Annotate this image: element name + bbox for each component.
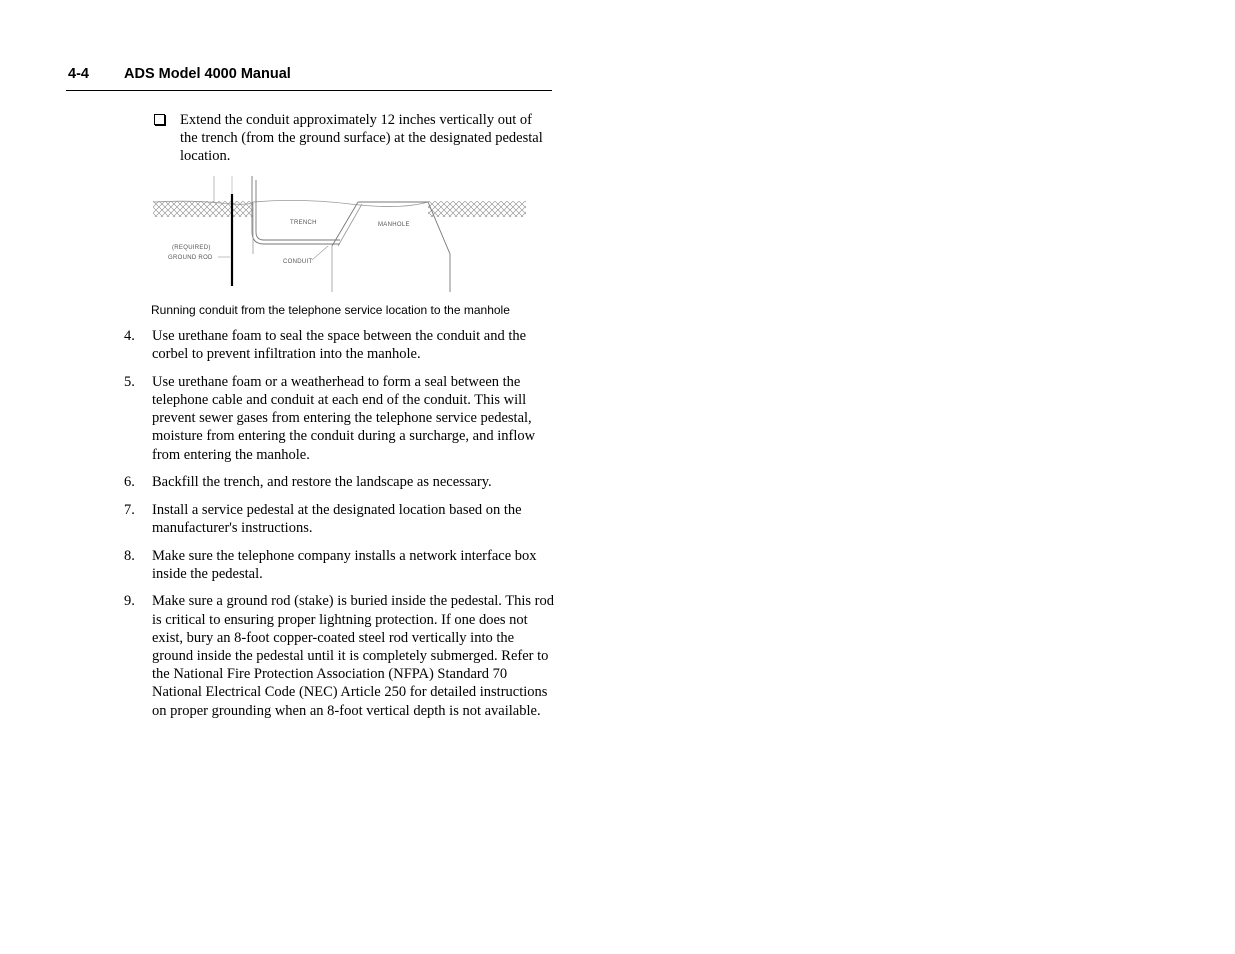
conduit-leader — [312, 246, 328, 260]
step-number: 9. — [124, 593, 135, 610]
step-text: Use urethane foam to seal the space between the conduit and the corbel to prevent infiltration into the manhole. — [152, 328, 527, 363]
conduit-pipe — [252, 176, 340, 244]
ground-rod-label: GROUND ROD — [168, 255, 213, 261]
checkbox-icon — [154, 114, 165, 125]
step-item — [124, 547, 554, 583]
figure-caption: Running conduit from the telephone service location to the manhole — [151, 303, 510, 317]
ground-hatch-left — [153, 201, 253, 217]
conduit-diagram — [150, 174, 530, 301]
step-item — [124, 592, 554, 719]
procedure-steps — [124, 327, 554, 729]
step-item — [124, 327, 554, 363]
checklist-item — [152, 111, 550, 166]
step-text: Install a service pedestal at the designated location based on the manufacturer's instructions. — [152, 501, 522, 536]
step-number: 7. — [124, 501, 135, 518]
step-text: Make sure the telephone company installs a network interface box inside the pedestal. — [152, 547, 537, 582]
step-item — [124, 373, 554, 464]
page-number: 4-4 — [68, 66, 89, 82]
step-number: 5. — [124, 373, 135, 390]
step-text: Backfill the trench, and restore the landscape as necessary. — [152, 474, 492, 491]
trench-outline — [253, 202, 332, 292]
manhole-inner — [338, 204, 362, 246]
checklist-item-text: Extend the conduit approximately 12 inches vertically out of the trench (from the ground surface) at the designated pedestal location. — [180, 112, 543, 165]
step-item — [124, 501, 554, 537]
step-number: 6. — [124, 474, 135, 491]
conduit-pipe-inner — [256, 180, 340, 240]
conduit-label: CONDUIT — [283, 259, 313, 265]
page-header — [66, 66, 552, 91]
required-label: (REQUIRED) — [172, 245, 211, 251]
manhole-label: MANHOLE — [378, 222, 410, 228]
step-item — [124, 473, 554, 491]
ground-hatch-right — [428, 201, 526, 217]
step-number: 4. — [124, 328, 135, 344]
step-number: 8. — [124, 547, 135, 564]
trench-label: TRENCH — [290, 220, 317, 226]
conduit-diagram-svg — [150, 174, 530, 296]
step-text: Make sure a ground rod (stake) is buried inside the pedestal. This rod is critical to ensuring proper lightning protection. If one does not exist, bury an 8-foot copper-coated steel rod vertically into the ground inside the pedestal until it is completely submerged. Refer to the National Fire Protection Association (NFPA) Standard 70 National Electrical Code (NEC) Article 250 for detailed instructions on proper grounding when an 8-foot vertical depth is not available. — [152, 593, 555, 719]
manual-title: ADS Model 4000 Manual — [124, 66, 291, 82]
step-text: Use urethane foam or a weatherhead to form a seal between the telephone cable and conduit at each end of the conduit. This will prevent sewer gases from entering the telephone service pedestal, moisture from entering the conduit during a surcharge, and inflow from entering the manhole. — [152, 373, 536, 463]
